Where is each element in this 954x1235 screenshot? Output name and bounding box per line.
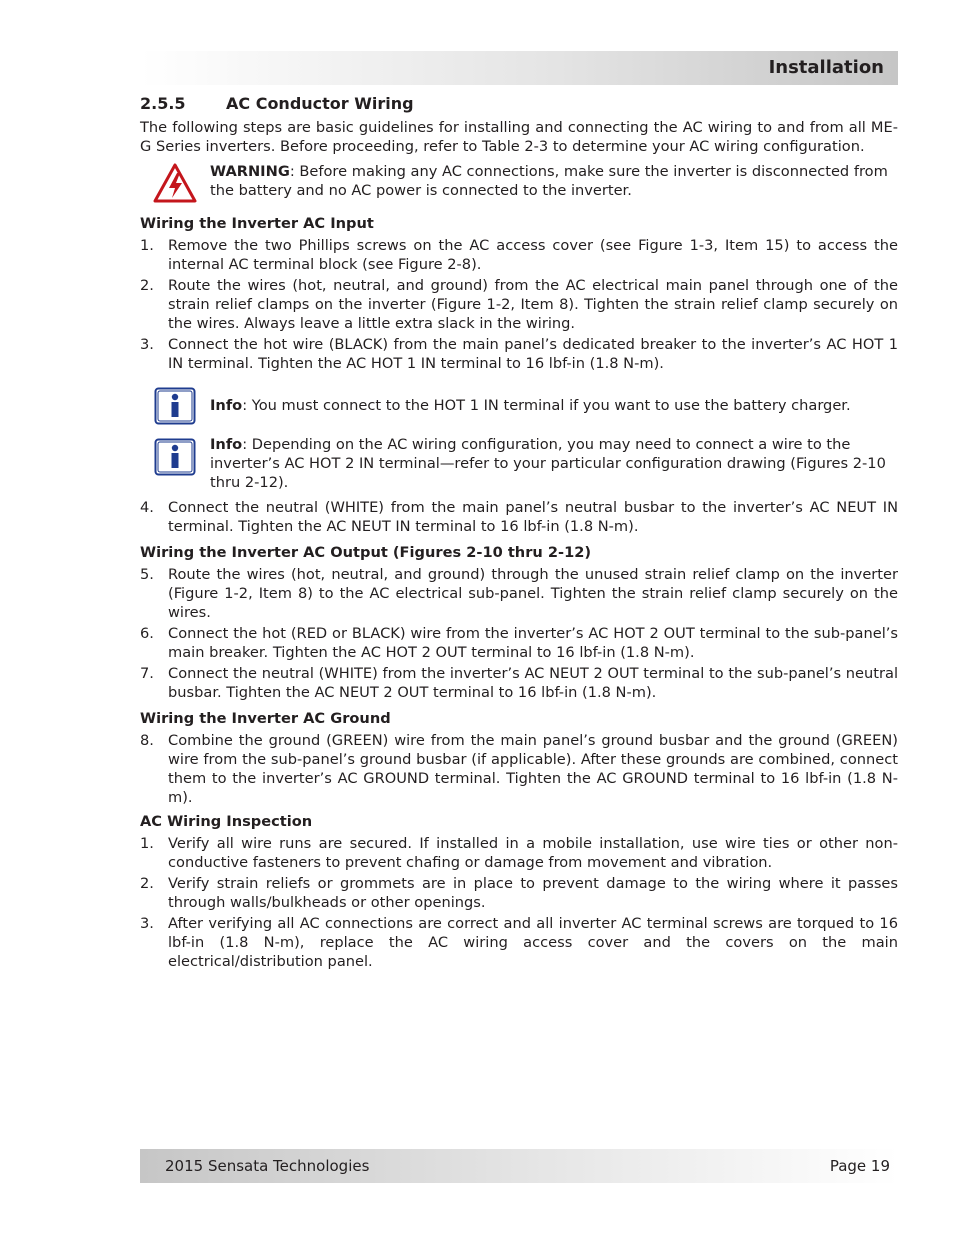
list-item-number: 6. [140,625,154,642]
list-item-text: Remove the two Phillips screws on the AC access cover (see Figure 1-3, Item 15) to access the internal AC terminal block (see Figure 2-8). [168,237,898,273]
ac-output-heading: Wiring the Inverter AC Output (Figures 2-10 thru 2-12) [140,544,592,561]
list-item-number: 1. [140,835,154,852]
section-number: 2.5.5 [140,94,186,113]
info-notice-hot1 [140,387,898,425]
list-item-number: 2. [140,875,154,892]
info1-label: Info [210,397,243,414]
list-item [140,874,898,912]
list-item-number: 1. [140,237,154,254]
list-item-text: Verify all wire runs are secured. If installed in a mobile installation, use wire ties or other non-conductive fasteners to prevent chafing or damage from movement and vibration. [168,835,898,871]
list-item [140,236,898,274]
list-item [140,498,898,536]
list-item-text: Connect the hot (RED or BLACK) wire from the inverter’s AC HOT 2 OUT terminal to the sub-panel’s main breaker. Tighten the AC HOT 2 OUT terminal to 16 lbf-in (1.8 N-m). [168,625,898,661]
section-heading [140,94,898,114]
info2-label: Info [210,436,243,453]
info-icon [154,438,196,476]
list-item-text: Connect the neutral (WHITE) from the main panel’s neutral busbar to the inverter’s AC NEUT IN terminal. Tighten the AC NEUT IN terminal to 16 lbf-in (1.8 N-m). [168,499,898,535]
page-header [140,51,898,85]
list-item-text: After verifying all AC connections are correct and all inverter AC terminal screws are torqued to 16 lbf-in (1.8 N-m), replace the AC wiring access cover and the covers on the main electrical/distribution panel. [168,915,898,970]
list-item-text: Verify strain reliefs or grommets are in place to prevent damage to the wiring where it passes through walls/bulkheads or other openings. [168,875,898,911]
footer-page-number: Page 19 [829,1157,890,1175]
list-item [140,834,898,872]
list-item [140,664,898,702]
ac-ground-list [140,731,898,807]
info1-text: : You must connect to the HOT 1 IN terminal if you want to use the battery charger. [242,397,851,414]
ac-ground-heading: Wiring the Inverter AC Ground [140,710,391,727]
ac-input-cont-list [140,498,898,536]
list-item-number: 3. [140,336,154,353]
footer-copyright: 2015 Sensata Technologies [165,1157,370,1175]
warning-label: WARNING [210,163,290,180]
intro-paragraph: The following steps are basic guidelines for installing and connecting the AC wiring to and from all ME-G Series inverters. Before proceeding, refer to Table 2-3 to determine your AC wiring configuration. [140,119,898,155]
list-item [140,624,898,662]
list-item-number: 2. [140,277,154,294]
list-item-text: Combine the ground (GREEN) wire from the main panel’s ground busbar and the ground (GREEN) wire from the sub-panel’s ground busbar (if applicable). After these grounds are combined, connect them to the inverter’s AC GROUND terminal. Tighten the AC GROUND terminal to 16 lbf-in (1.8 N-m). [168,732,898,806]
list-item-number: 3. [140,915,154,932]
page-footer [140,1149,898,1183]
inspection-heading: AC Wiring Inspection [140,813,313,830]
ac-input-heading: Wiring the Inverter AC Input [140,215,374,232]
list-item-text: Connect the hot wire (BLACK) from the main panel’s dedicated breaker to the inverter’s AC HOT 1 IN terminal. Tighten the AC HOT 1 IN terminal to 16 lbf-in (1.8 N-m). [168,336,898,372]
list-item-number: 8. [140,732,154,749]
list-item-text: Route the wires (hot, neutral, and ground) from the AC electrical main panel through one of the strain relief clamps on the inverter (Figure 1-2, Item 8). Tighten the strain relief clamp securely on the wires. Always leave a little extra slack in the wiring. [168,277,898,332]
section-title: AC Conductor Wiring [226,94,414,113]
info-icon [154,387,196,425]
info-notice-hot2 [140,435,898,492]
list-item [140,335,898,373]
ac-input-list [140,236,898,373]
list-item-text: Connect the neutral (WHITE) from the inverter’s AC NEUT 2 OUT terminal to the sub-panel’s neutral busbar. Tighten the AC NEUT 2 OUT terminal to 16 lbf-in (1.8 N-m). [168,665,898,701]
list-item [140,731,898,807]
ac-output-list [140,565,898,702]
list-item-number: 5. [140,566,154,583]
page-content [140,94,898,971]
info2-text: : Depending on the AC wiring configuration, you may need to connect a wire to the inverter’s AC HOT 2 IN terminal—refer to your particular configuration drawing (Figures 2-10 thru 2-12). [210,436,886,491]
list-item [140,276,898,333]
list-item-number: 7. [140,665,154,682]
list-item [140,914,898,971]
inspection-list [140,834,898,971]
warning-notice [140,162,898,203]
header-title: Installation [768,57,884,78]
warning-text: : Before making any AC connections, make sure the inverter is disconnected from the battery and no AC power is connected to the inverter. [210,163,888,199]
list-item-number: 4. [140,499,154,516]
list-item [140,565,898,622]
list-item-text: Route the wires (hot, neutral, and ground) through the unused strain relief clamp on the inverter (Figure 1-2, Item 8) to the AC electrical sub-panel. Tighten the strain relief clamp securely on the wires. [168,566,898,621]
electrical-hazard-warning-icon [153,163,197,203]
